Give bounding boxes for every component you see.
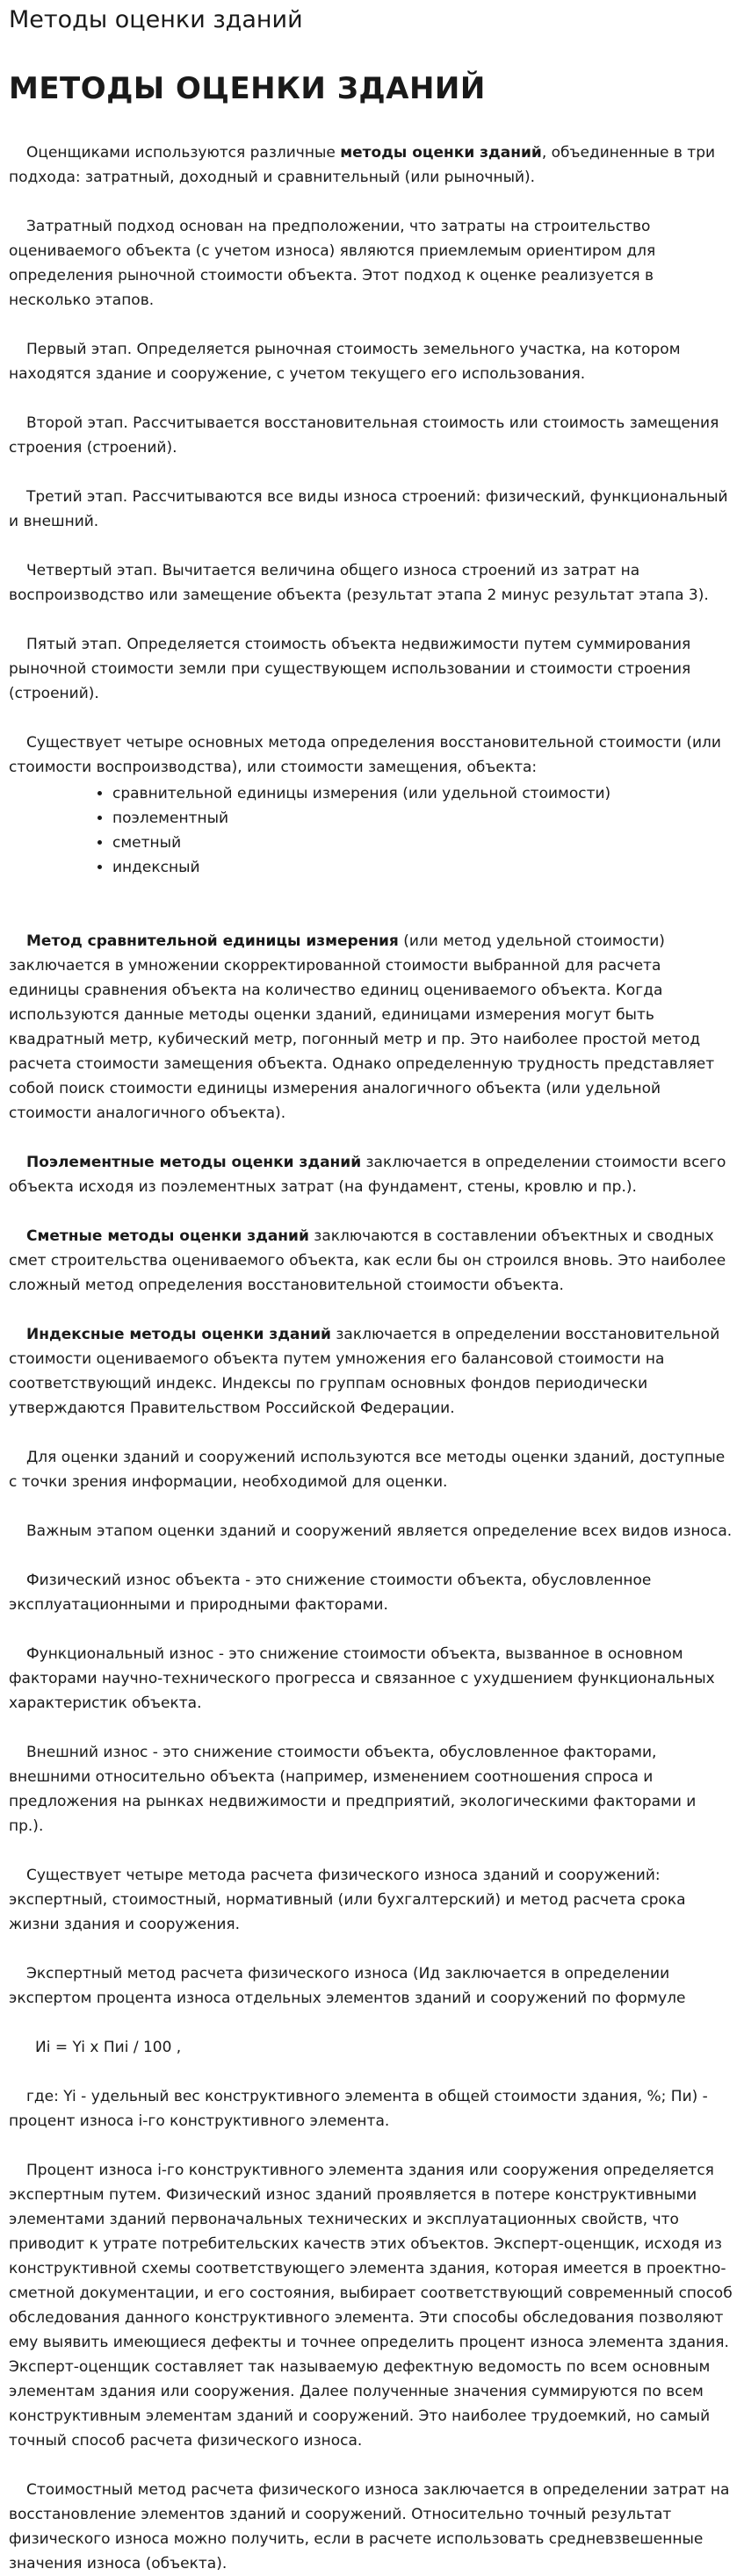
index-bold: Индексные методы оценки зданий — [26, 1326, 331, 1343]
cost-approach-paragraph: Затратный подход основан на предположении, что затраты на строительство оцениваемого объекта (с учетом износа) являются приемлемым ориентиром для определения рыночной стоимости объекта. Этот подход к оценке реализуется в несколько этапов. — [9, 218, 656, 309]
stage-2-paragraph: Второй этап. Рассчитывается восстановительная стоимость или стоимость замещения строения (строений). — [9, 414, 719, 457]
index-paragraph: Индексные методы оценки зданий заключается в определении восстановительной стоимости оцениваемого объекта путем умножения его балансовой стоимости на соответствующий индекс. Индексы по группам основных фондов периодически утверждаются Правительством Российской Федерации. — [9, 1326, 720, 1417]
expert-details-paragraph: Процент износа i-го конструктивного элемента здания или сооружения определяется экспертным путем. Физический износ зданий проявляется в потере конструктивными элементами зданий первоначальных технических и эксплуатационных свойств, что приводит к утрате потребительских качеств этих объектов. Эксперт-оценщик, исходя из конструктивной схемы соответствующего элемента здания, которая имеется в проектно-сметной документации, и его состояния, выбирает соответствующий современный способ обследования данного конструктивного элемента. Эти способы обследования позволяют ему выявить имеющиеся дефекты и точнее определить процент износа элемента здания. Эксперт-оценщик составляет так называемую дефектную ведомость по всем основным элементам здания или сооружения. Далее полученные значения суммируются по всем конструктивным элементам зданий и сооружений. Это наиболее трудоемкий, но самый точный способ расчета физического износа. — [9, 2162, 733, 2450]
stage-1-paragraph: Первый этап. Определяется рыночная стоимость земельного участка, на котором находятся здание и сооружение, с учетом текущего его использования. — [9, 341, 681, 383]
all-methods-paragraph: Для оценки зданий и сооружений используются все методы оценки зданий, доступные с точки зрения информации, необходимой для оценки. — [9, 1449, 726, 1491]
list-item: • сравнительной единицы измерения (или удельной стоимости) — [112, 781, 735, 806]
functional-wear-paragraph: Функциональный износ - это снижение стоимости объекта, вызванное в основном факторами научно-технического прогресса и связанное с ухудшением функциональных характеристик объекта. — [9, 1645, 715, 1712]
methods-intro-paragraph: Существует четыре основных метода определения восстановительной стоимости (или стоимости воспроизводства), или стоимости замещения, объекта: — [9, 734, 721, 776]
stage-3-paragraph: Третий этап. Рассчитываются все виды износа строений: физический, функциональный и внешний. — [9, 488, 728, 530]
element-wise-bold: Поэлементные методы оценки зданий — [26, 1154, 362, 1171]
estimate-bold: Сметные методы оценки зданий — [26, 1227, 309, 1245]
wear-stage-paragraph: Важным этапом оценки зданий и сооружений является определение всех видов износа. — [26, 1522, 733, 1540]
estimate-paragraph: Сметные методы оценки зданий заключаются в составлении объектных и сводных смет строительства оцениваемого объекта, как если бы он строился вновь. Это наиболее сложный метод определения восстановительной стоимости объекта. — [9, 1227, 726, 1294]
comparative-unit-bold: Метод сравнительной единицы измерения — [26, 932, 399, 950]
article-title: МЕТОДЫ ОЦЕНКИ ЗДАНИЙ — [9, 71, 486, 106]
intro-paragraph: Оценщиками используются различные методы оценки зданий, объединенные в три подхода: затратный, доходный и сравнительный (или рыночный). — [9, 144, 716, 186]
intro-bold: методы оценки зданий — [340, 144, 542, 162]
list-item: • индексный — [112, 855, 735, 880]
list-item: • сметный — [112, 831, 735, 855]
list-item: • поэлементный — [112, 806, 735, 831]
stage-4-paragraph: Четвертый этап. Вычитается величина общего износа строений из затрат на воспроизводство или замещение объекта (результат этапа 2 минус результат этапа 3). — [9, 562, 709, 604]
four-methods-wear-paragraph: Существует четыре метода расчета физического износа зданий и сооружений: экспертный, стоимостный, нормативный (или бухгалтерский) и метод расчета срока жизни здания и сооружения. — [9, 1867, 686, 1933]
cost-method-paragraph: Стоимостный метод расчета физического износа заключается в определении затрат на восстановление элементов зданий и сооружений. Относительно точный результат физического износа можно получить, если в расчете использовать средневзвешенные значения износа (объекта). — [9, 2481, 730, 2572]
formula: Иi = Yi х Пиi / 100 , — [35, 2039, 182, 2056]
physical-wear-paragraph: Физический износ объекта - это снижение стоимости объекта, обусловленное эксплуатационными и природными факторами. — [9, 1572, 652, 1614]
methods-list — [9, 781, 735, 880]
page-heading: Методы оценки зданий — [9, 6, 303, 33]
element-wise-paragraph: Поэлементные методы оценки зданий заключается в определении стоимости всего объекта исходя из поэлементных затрат (на фундамент, стены, кровлю и пр.). — [9, 1154, 726, 1196]
expert-method-paragraph: Экспертный метод расчета физического износа (Ид заключается в определении экспертом процента износа отдельных элементов зданий и сооружений по формуле — [9, 1965, 686, 2007]
external-wear-paragraph: Внешний износ - это снижение стоимости объекта, обусловленное факторами, внешними относительно объекта (например, изменением соотношения спроса и предложения на рынках недвижимости и предприятий, экологическими факторами и пр.). — [9, 1744, 697, 1835]
stage-5-paragraph: Пятый этап. Определяется стоимость объекта недвижимости путем суммирования рыночной стоимости земли при существующем использовании и стоимости строения (строений). — [9, 636, 691, 702]
formula-legend-paragraph: где: Yi - удельный вес конструктивного элемента в общей стоимости здания, %; Пи) - процент износа i-го конструктивного элемента. — [9, 2088, 708, 2130]
comparative-unit-paragraph: Метод сравнительной единицы измерения (или метод удельной стоимости) заключается в умножении скорректированной стоимости выбранной для расчета единицы сравнения объекта на количество единиц оцениваемого объекта. Когда используются данные методы оценки зданий, единицами измерения могут быть квадратный метр, кубический метр, погонный метр и пр. Это наиболее простой метод расчета стоимости замещения объекта. Однако определенную трудность представляет собой поиск стоимости единицы измерения аналогичного объекта (или удельной стоимости аналогичного объекта). — [9, 932, 715, 1122]
